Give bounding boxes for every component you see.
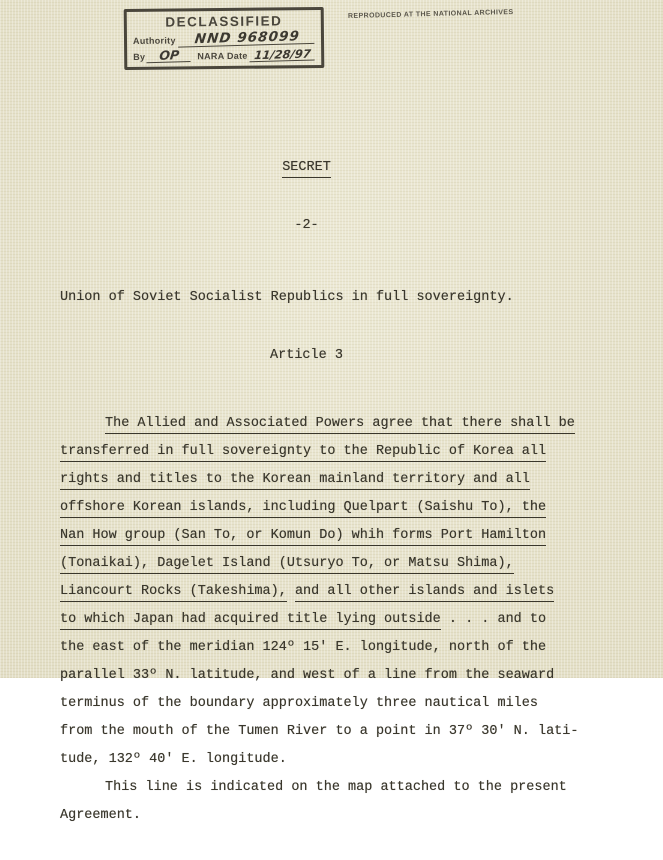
document-line	[60, 578, 563, 606]
stamp-by-row	[133, 48, 315, 63]
stamp-authority-row	[132, 28, 315, 48]
stamp-title: DECLASSIFIED	[165, 13, 283, 30]
document-line	[60, 718, 579, 746]
carryover-sentence-line: Union of Soviet Socialist Republics in full sovereignty.	[60, 290, 514, 305]
paragraph-lines	[60, 410, 579, 830]
classification-text: SECRET	[282, 160, 331, 178]
underlined-text: offshore Korean islands, including Quelpart (Saishu To), the	[60, 500, 546, 518]
document-line	[60, 606, 563, 634]
underlined-text: (Tonaikai), Dagelet Island (Utsuryo To, or Matsu Shima),	[60, 556, 514, 574]
by-label: By	[133, 51, 146, 62]
authority-label: Authority	[132, 35, 176, 46]
document-line	[60, 438, 563, 466]
underlined-text: to which Japan had acquired title lying outside	[60, 612, 441, 630]
document-line	[60, 494, 563, 522]
plain-text: tude, 132º 40' E. longitude.	[60, 752, 287, 767]
document-line	[60, 550, 563, 578]
document-line	[60, 746, 563, 774]
document-line	[60, 634, 563, 662]
plain-text: the east of the meridian 124º 15' E. longitude, north of the	[60, 640, 547, 655]
underlined-text: transferred in full sovereignty to the Republic of Korea all	[60, 444, 546, 462]
authority-value: NND 968099	[178, 30, 316, 48]
reproduced-at-national-archives-notice: REPRODUCED AT THE NATIONAL ARCHIVES	[347, 8, 514, 21]
plain-text: parallel 33º N. latitude, and west of a line from the seaward	[60, 668, 555, 683]
article-heading: Article 3	[270, 348, 343, 363]
document-line	[60, 690, 563, 718]
document-line	[60, 410, 575, 438]
underlined-text: The Allied and Associated Powers agree that there shall be	[105, 416, 575, 434]
typed-document-body	[60, 124, 579, 860]
plain-text: terminus of the boundary approximately three nautical miles	[60, 696, 538, 711]
underlined-text: Liancourt Rocks (Takeshima),	[60, 584, 287, 602]
underlined-text: rights and titles to the Korean mainland territory and all	[60, 472, 530, 490]
plain-text: This line is indicated on the map attached to the present	[105, 780, 567, 795]
nara-date-label: NARA Date	[197, 50, 248, 62]
document-line	[60, 802, 563, 830]
document-line	[60, 466, 563, 494]
plain-text: . . . and to	[440, 612, 547, 627]
page-number: -2-	[294, 218, 319, 233]
document-line	[60, 774, 567, 802]
classification-header	[60, 154, 563, 182]
plain-text	[287, 584, 295, 599]
underlined-text: and all other islands and islets	[295, 584, 554, 602]
document-line	[60, 522, 563, 550]
plain-text: Agreement.	[60, 808, 142, 823]
plain-text: from the mouth of the Tumen River to a point in 37º 30' N. lati-	[60, 724, 579, 739]
declassified-stamp	[124, 7, 325, 70]
by-value: OP	[147, 49, 193, 63]
underlined-text: Nan How group (San To, or Komun Do) whih forms Port Hamilton	[60, 528, 546, 546]
nara-date-value: 11/28/97	[250, 48, 316, 62]
document-line	[60, 662, 563, 690]
